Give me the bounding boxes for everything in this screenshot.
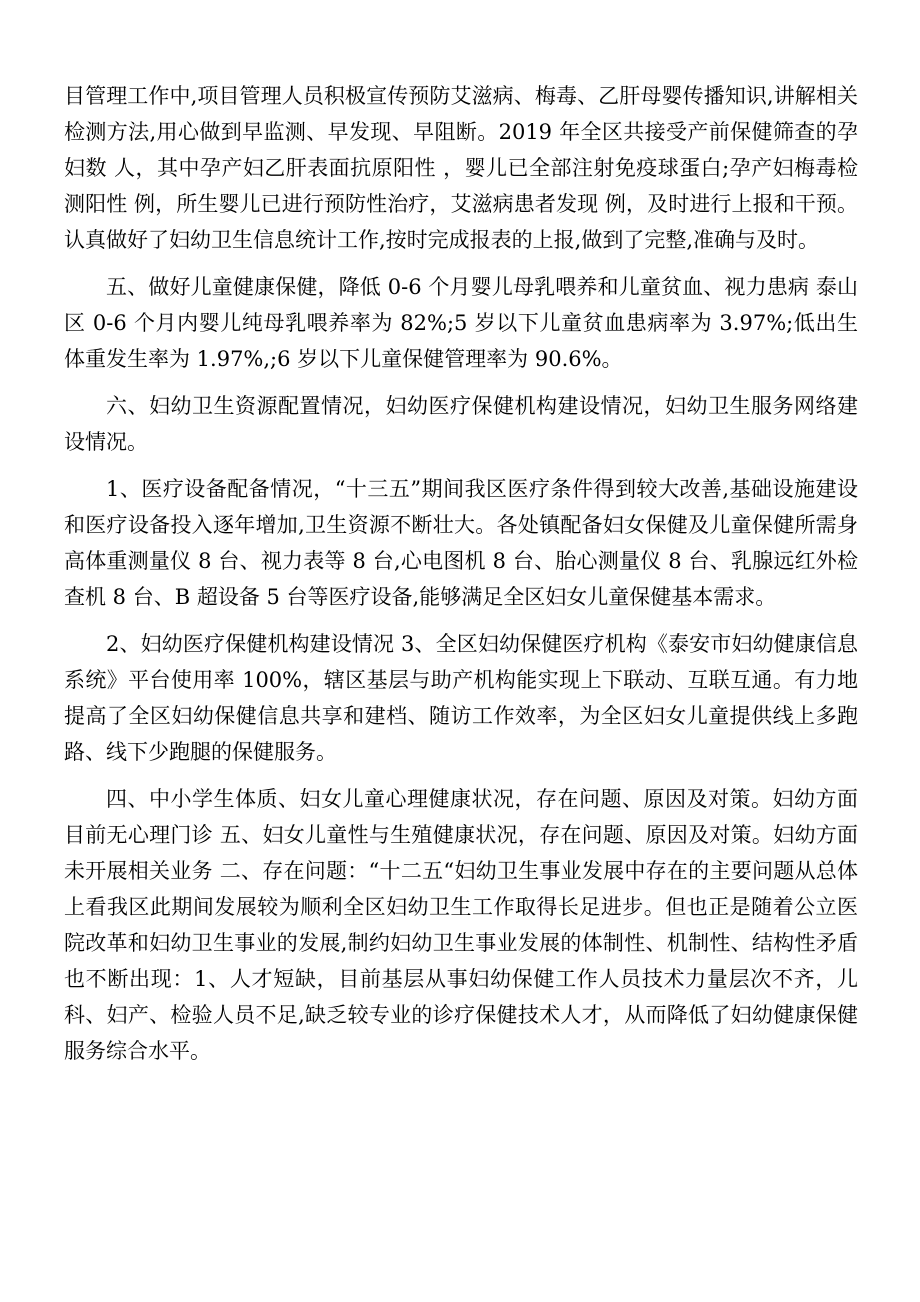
paragraph-4: 1、医疗设备配备情况，“十三五”期间我区医疗条件得到较大改善,基础设施建设和医疗设备投入逐年增加,卫生资源不断壮大。各处镇配备妇女保健及儿童保健所需身高体重测量仪 8 台、视力表等 8 台,心电图机 8 台、胎心测量仪 8 台、乳腺远红外检查机 8 台、B 超设备 5 台等医疗设备,能够满足全区妇女儿童保健基本需求。 (64, 477, 858, 609)
paragraph-3: 六、妇幼卫生资源配置情况，妇幼医疗保健机构建设情况，妇幼卫生服务网络建设情况。 (64, 394, 858, 454)
paragraph-2: 五、做好儿童健康保健，降低 0-6 个月婴儿母乳喂养和儿童贫血、视力患病 泰山区 0-6 个月内婴儿纯母乳喂养率为 82%;5 岁以下儿童贫血患病率为 3.97%;低出生体重发生率为 1.97%,;6 岁以下儿童保健管理率为 90.6%。 (64, 275, 858, 371)
document-page (64, 78, 858, 1080)
paragraph-5: 2、妇幼医疗保健机构建设情况 3、全区妇幼保健医疗机构《泰安市妇幼健康信息系统》平台使用率 100%，辖区基层与助产机构能实现上下联动、互联互通。有力地提高了全区妇幼保健信息共享和建档、随访工作效率，为全区妇女儿童提供线上多跑路、线下少跑腿的保健服务。 (64, 632, 858, 764)
paragraph-6: 四、中小学生体质、妇女儿童心理健康状况，存在问题、原因及对策。妇幼方面目前无心理门诊 五、妇女儿童性与生殖健康状况，存在问题、原因及对策。妇幼方面未开展相关业务 二、存在问题：“十二五“妇幼卫生事业发展中存在的主要问题从总体上看我区此期间发展较为顺利全区妇幼卫生工作取得长足进步。但也正是随着公立医院改革和妇幼卫生事业的发展,制约妇幼卫生事业发展的体制性、机制性、结构性矛盾也不断出现：1、人才短缺，目前基层从事妇幼保健工作人员技术力量层次不齐，儿科、妇产、检验人员不足,缺乏较专业的诊疗保健技术人才，从而降低了妇幼健康保健服务综合水平。 (64, 787, 859, 1063)
paragraph-1: 目管理工作中,项目管理人员积极宣传预防艾滋病、梅毒、乙肝母婴传播知识,讲解相关检测方法,用心做到早监测、早发现、早阻断。2019 年全区共接受产前保健筛查的孕妇数 人，其中孕产妇乙肝表面抗原阳性 ，婴儿已全部注射免疫球蛋白;孕产妇梅毒检测阳性 例，所生婴儿已进行预防性治疗，艾滋病患者发现 例，及时进行上报和干预。认真做好了妇幼卫生信息统计工作,按时完成报表的上报,做到了完整,准确与及时。 (64, 84, 858, 252)
